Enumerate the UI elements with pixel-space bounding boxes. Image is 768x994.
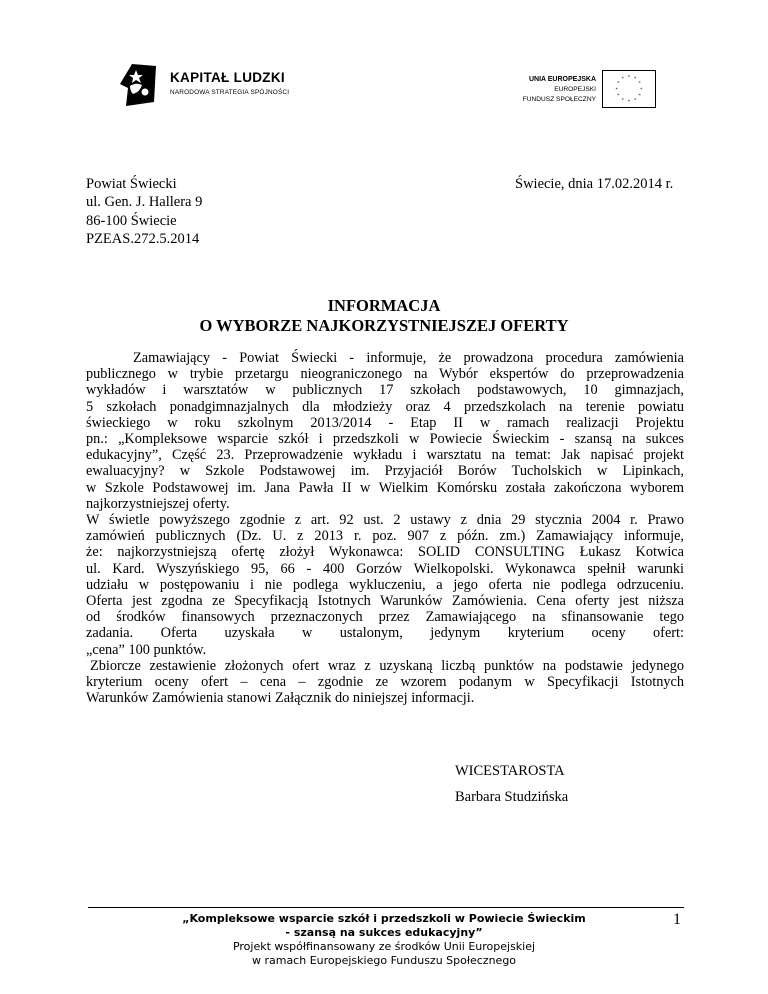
body-line: 5 szkołach ponadgimnazjalnych dla młodzieży oraz 4 przedszkolach na terenie powiatu	[86, 398, 684, 415]
footer-project-name-cont: - szansą na sukces edukacyjny”	[285, 926, 483, 939]
document-body	[86, 350, 684, 706]
footer-project-name: „Kompleksowe wsparcie szkół i przedszkoli w Powiecie Świeckim	[182, 912, 586, 925]
body-line: edukacyjny”, Część 23. Przeprowadzenie wykładu i warsztatu na temat: Jak napisać projekt	[86, 447, 684, 464]
document-title: INFORMACJA	[327, 296, 441, 315]
body-line: publicznego w trybie przetargu nieograniczonego na Wybór ekspertów do przeprowadzenia	[86, 366, 684, 383]
body-line: Zamawiający - Powiat Świecki - informuje, że prowadzona procedura zamówienia	[133, 350, 684, 366]
svg-text:*: *	[617, 94, 620, 100]
body-line: świeckiego w roku szkolnym 2013/2014 - Etap II w ramach realizacji Projektu	[86, 414, 684, 431]
body-line: wykładów i warsztatów w publicznych 17 szkołach podstawowych, 10 gimnazjach,	[86, 382, 684, 399]
kapital-ludzki-logo	[118, 62, 318, 114]
kapital-ludzki-title: KAPITAŁ LUDZKI	[170, 70, 285, 85]
body-line: pn.: „Kompleksowe wsparcie szkół i przedszkoli w Powiecie Świeckim - szansą na sukces	[86, 431, 684, 448]
eu-flag-icon	[602, 70, 656, 108]
footer-fund: w ramach Europejskiego Funduszu Społecznego	[251, 954, 517, 967]
body-line: „cena” 100 punktów.	[86, 641, 207, 658]
body-line: od środków finansowych przeznaczonych przez Zamawiającego na sfinansowanie tego	[86, 609, 684, 626]
body-line: kryterium oceny ofert – cena – zgodnie ze wzorem podanym w Specyfikacji Istotnych	[86, 674, 684, 691]
svg-text:*: *	[638, 81, 641, 87]
eu-logo-line2: EUROPEJSKI	[554, 86, 596, 93]
body-line: W świetle powyższego zgodnie z art. 92 ust. 2 ustawy z dnia 29 stycznia 2004 r. Prawo	[86, 512, 684, 529]
svg-text:*: *	[638, 94, 641, 100]
svg-text:*: *	[621, 98, 625, 104]
sender-reference: PZEAS.272.5.2014	[86, 230, 200, 247]
document-subtitle: O WYBORZE NAJKORZYSTNIEJSZEJ OFERTY	[199, 316, 569, 335]
eu-logo-line1: UNIA EUROPEJSKA	[528, 76, 596, 83]
signature-role: WICESTAROSTA	[455, 763, 565, 779]
body-line: zadania. Oferta uzyskała w ustalonym, jedynym kryterium oceny ofert:	[86, 625, 684, 642]
body-line: Oferta jest zgodna ze Specyfikacją Istotnych Warunków Zamówienia. Cena oferty jest niższa	[86, 593, 684, 610]
body-line: najkorzystniejszej oferty.	[86, 495, 230, 512]
footer-cofinancing: Projekt współfinansowany ze środków Unii Europejskiej	[232, 940, 536, 953]
body-line: Zbiorcze zestawienie złożonych ofert wraz z uzyskaną liczbą punktów na podstawie jedynego	[90, 657, 684, 674]
svg-text:*: *	[617, 81, 620, 87]
svg-text:*: *	[621, 77, 625, 83]
footer-divider	[88, 907, 684, 908]
svg-text:*: *	[633, 98, 637, 104]
body-line: udziału w postępowaniu i nie podlega wykluczeniu, a jego oferta nie podlega odrzuceniu.	[86, 576, 684, 593]
body-line: zamówień publicznych (Dz. U. z 2013 r. poz. 907 z późn. zm.) Zamawiający informuje,	[86, 528, 684, 545]
svg-text:*: *	[633, 77, 637, 83]
eu-logo-line3: FUNDUSZ SPOŁECZNY	[522, 96, 596, 103]
svg-text:*: *	[615, 87, 618, 93]
body-line: w Szkole Podstawowej im. Jana Pawła II w Wielkim Komórsku została zakończona wyborem	[86, 479, 684, 496]
svg-text:*: *	[640, 87, 643, 93]
svg-text:*: *	[627, 75, 631, 81]
body-line: że: najkorzystniejszą ofertę złożył Wykonawca: SOLID CONSULTING Łukasz Kotwica	[86, 544, 684, 561]
kapital-ludzki-emblem-icon	[118, 62, 158, 108]
eu-logo	[498, 70, 656, 110]
sender-address	[86, 175, 202, 248]
signature-name: Barbara Studzińska	[455, 789, 569, 805]
body-line: Warunków Zamówienia stanowi Załącznik do niniejszej informacji.	[86, 690, 475, 707]
page-number: 1	[673, 911, 681, 928]
sender-line: Powiat Świecki	[86, 176, 177, 192]
sender-line: ul. Gen. J. Hallera 9	[86, 194, 203, 211]
svg-text:*: *	[627, 100, 631, 106]
kapital-ludzki-subtitle: NARODOWA STRATEGIA SPÓJNOŚCI	[170, 89, 290, 96]
body-line: ul. Kard. Wyszyńskiego 95, 66 - 400 Gorzów Wielkopolski. Wykonawca spełnił warunki	[86, 560, 684, 577]
eu-logo-text	[523, 75, 596, 105]
sender-line: 86-100 Świecie	[86, 212, 177, 229]
document-date: Świecie, dnia 17.02.2014 r.	[515, 176, 674, 192]
body-line: ewaluacyjny? w Szkole Podstawowej im. Przyjaciół Borów Tucholskich w Lipinkach,	[86, 463, 684, 480]
